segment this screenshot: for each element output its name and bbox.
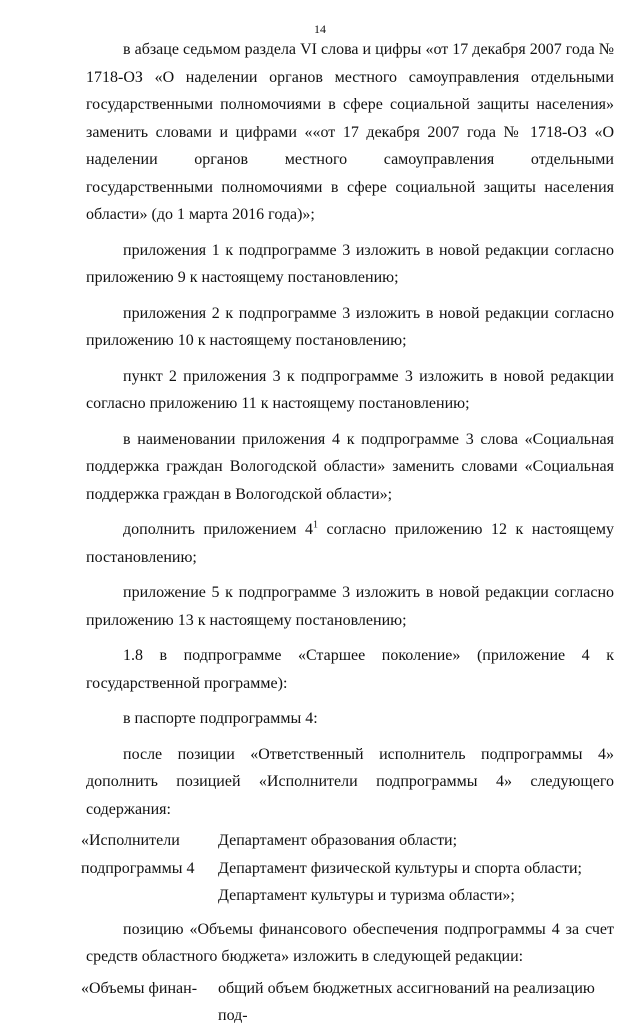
paragraph: приложения 2 к подпрограмме 3 изложить в новой редакции согласно приложению 10 к настоящему постановлению; bbox=[86, 304, 614, 349]
paragraph-text: дополнить приложением 4 bbox=[123, 521, 313, 538]
paragraph: 1.8 в подпрограмме «Старшее поколение» (приложение 4 к государственной программе): bbox=[86, 647, 614, 692]
document-body bbox=[81, 36, 614, 1036]
paragraph: после позиции «Ответственный исполнитель подпрограммы 4» дополнить позицией «Исполнители подпрограммы 4» следующего содержания: bbox=[86, 745, 614, 818]
superscript: 1 bbox=[313, 519, 318, 531]
paragraph: позицию «Объемы финансового обеспечения подпрограммы 4 за счет средств областного бюджета» изложить в следующей редакции: bbox=[86, 920, 614, 965]
executors-label-line: «Исполнители bbox=[81, 832, 180, 849]
paragraph: приложения 1 к подпрограмме 3 изложить в новой редакции согласно приложению 9 к настоящему постановлению; bbox=[86, 241, 614, 286]
executors-label bbox=[81, 827, 218, 910]
paragraph: приложение 5 к подпрограмме 3 изложить в новой редакции согласно приложению 13 к настоящему постановлению; bbox=[86, 584, 614, 629]
executor-item: Департамент физической культуры и спорта области; bbox=[218, 859, 582, 877]
paragraph: в абзаце седьмом раздела VI слова и цифры «от 17 декабря 2007 года № 1718-ОЗ «О наделении органов местного самоуправления отдельными государственными полномочиями в сфере социальной защиты населения» заменить словами и цифрами ««от 17 декабря 2007 года № 1718-ОЗ «О наделении органов местного самоуправления отдельными государственными полномочиями в сфере социальной защиты населения области» (до 1 марта 2016 года)»; bbox=[86, 41, 614, 223]
page-number: 14 bbox=[314, 22, 326, 36]
paragraph: в паспорте подпрограммы 4: bbox=[123, 710, 318, 727]
executor-item: Департамент культуры и туризма области»; bbox=[218, 887, 515, 904]
paragraph-with-superscript bbox=[86, 516, 614, 571]
finance-label: «Объемы финан- bbox=[81, 979, 198, 997]
finance-table bbox=[81, 975, 614, 1030]
finance-value: общий объем бюджетных ассигнований на реализацию под- bbox=[218, 979, 595, 1024]
executor-item: Департамент образования области; bbox=[218, 832, 458, 849]
paragraph: в наименовании приложения 4 к подпрограмме 3 слова «Социальная поддержка граждан Вологодской области» заменить словами «Социальная поддержка граждан в Вологодской области»; bbox=[86, 430, 614, 503]
executors-values bbox=[218, 827, 614, 910]
executors-label-line: подпрограммы 4 bbox=[81, 859, 195, 877]
executors-table bbox=[81, 827, 614, 910]
paragraph-text: согласно приложению 12 к настоящему постановлению; bbox=[86, 521, 614, 566]
paragraph: пункт 2 приложения 3 к подпрограмме 3 изложить в новой редакции согласно приложению 11 к настоящему постановлению; bbox=[86, 367, 614, 412]
